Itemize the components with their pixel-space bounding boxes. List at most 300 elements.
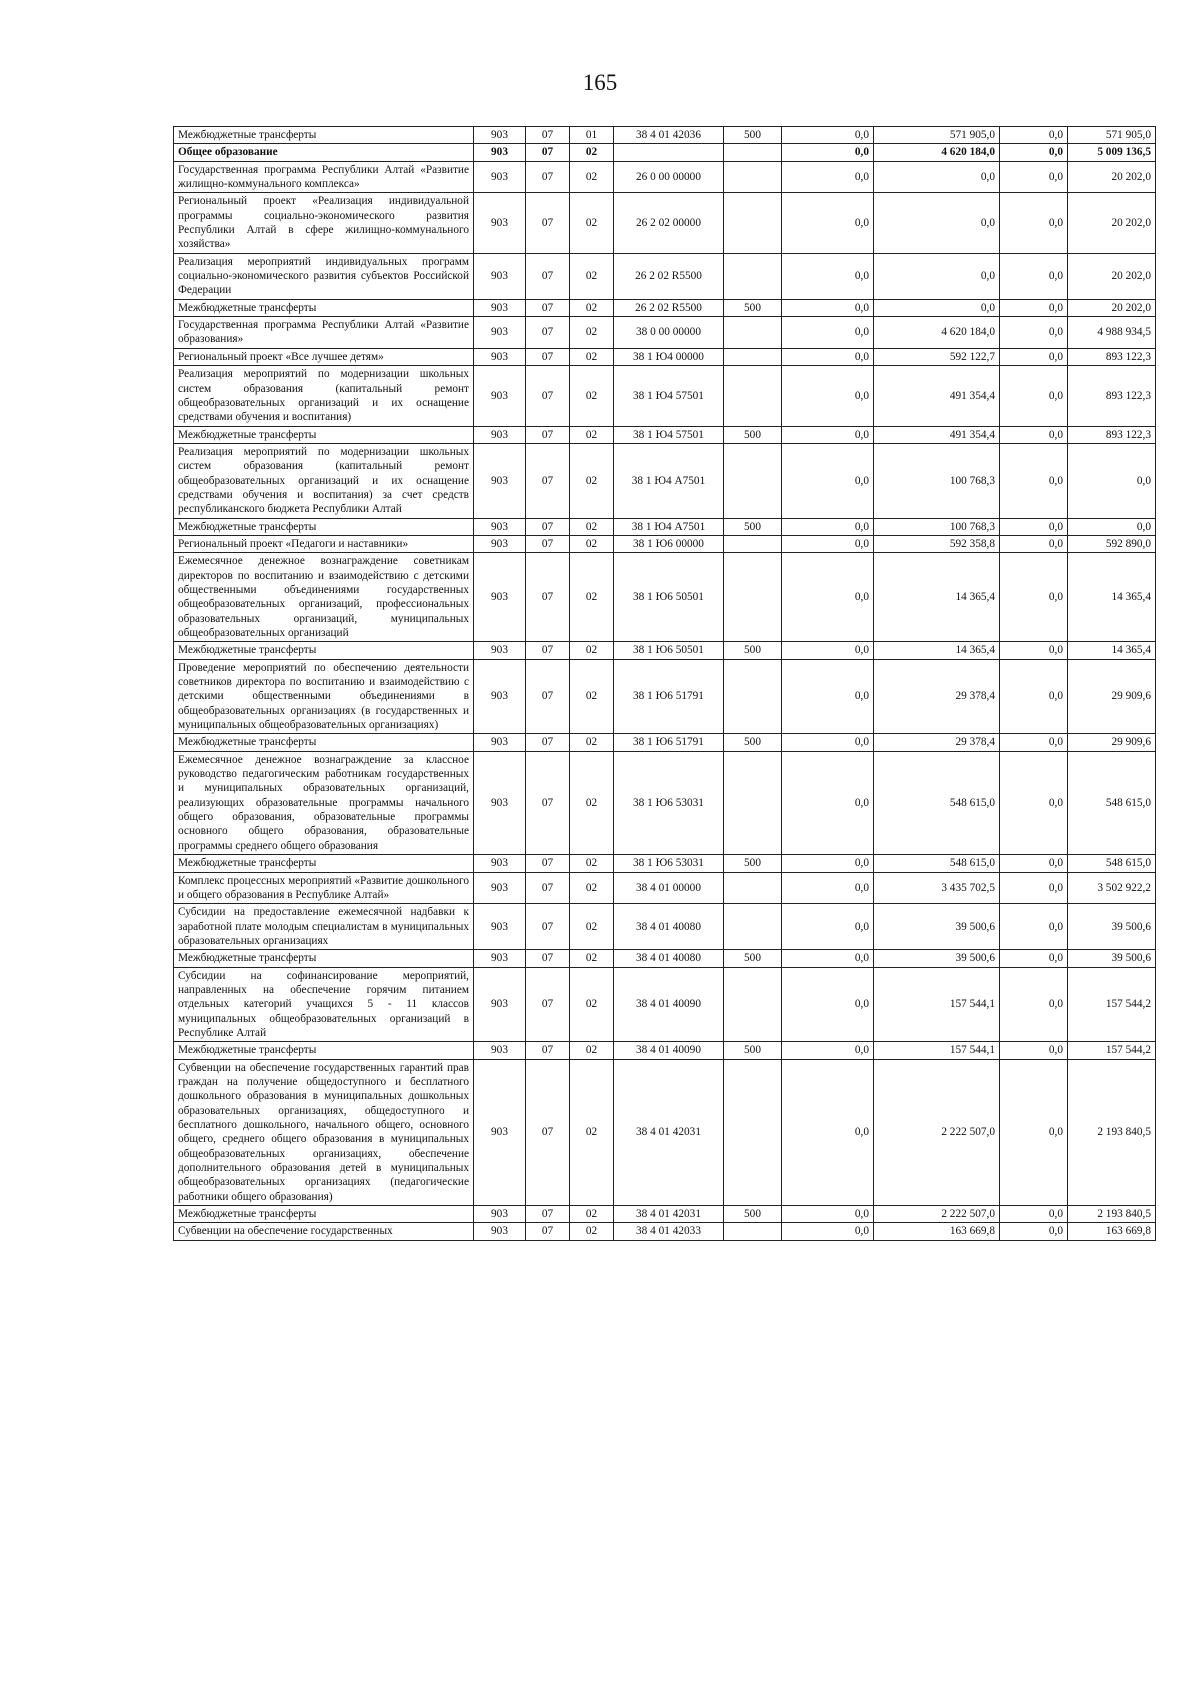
cell-subsection: 02 (570, 1206, 614, 1223)
table-row (174, 127, 1156, 144)
cell-section: 07 (526, 950, 570, 967)
cell-amount-1: 0,0 (782, 253, 874, 299)
table-row (174, 253, 1156, 299)
cell-amount-4: 0,0 (1068, 443, 1156, 518)
cell-expense-type (724, 872, 782, 904)
table-row (174, 950, 1156, 967)
cell-amount-2: 0,0 (874, 193, 1000, 253)
cell-amount-4: 548 615,0 (1068, 855, 1156, 872)
cell-name: Межбюджетные трансферты (174, 734, 474, 751)
cell-amount-3: 0,0 (1000, 366, 1068, 426)
cell-amount-4: 893 122,3 (1068, 366, 1156, 426)
cell-name: Региональный проект «Педагоги и наставники» (174, 535, 474, 552)
cell-section: 07 (526, 1206, 570, 1223)
cell-expense-type (724, 553, 782, 642)
cell-ministry: 903 (474, 253, 526, 299)
cell-expense-type (724, 904, 782, 950)
cell-amount-4: 163 669,8 (1068, 1223, 1156, 1240)
cell-amount-2: 592 358,8 (874, 535, 1000, 552)
cell-amount-1: 0,0 (782, 193, 874, 253)
cell-amount-3: 0,0 (1000, 299, 1068, 316)
cell-target-article: 38 4 01 42036 (614, 127, 724, 144)
cell-section: 07 (526, 144, 570, 161)
cell-subsection: 02 (570, 299, 614, 316)
cell-ministry: 903 (474, 1206, 526, 1223)
cell-target-article: 38 4 01 00000 (614, 872, 724, 904)
cell-expense-type (724, 253, 782, 299)
cell-subsection: 02 (570, 144, 614, 161)
cell-name: Межбюджетные трансферты (174, 950, 474, 967)
cell-amount-3: 0,0 (1000, 161, 1068, 193)
cell-subsection: 02 (570, 553, 614, 642)
cell-amount-3: 0,0 (1000, 1042, 1068, 1059)
cell-ministry: 903 (474, 366, 526, 426)
table-row (174, 535, 1156, 552)
cell-target-article: 38 1 Ю6 00000 (614, 535, 724, 552)
cell-target-article: 38 0 00 00000 (614, 317, 724, 349)
cell-amount-1: 0,0 (782, 553, 874, 642)
cell-target-article: 26 2 02 R5500 (614, 253, 724, 299)
cell-amount-2: 14 365,4 (874, 553, 1000, 642)
cell-amount-1: 0,0 (782, 366, 874, 426)
cell-target-article: 38 4 01 40090 (614, 967, 724, 1042)
cell-amount-1: 0,0 (782, 443, 874, 518)
cell-amount-3: 0,0 (1000, 1059, 1068, 1205)
cell-ministry: 903 (474, 950, 526, 967)
cell-target-article: 38 4 01 40090 (614, 1042, 724, 1059)
table-row (174, 659, 1156, 734)
table-row (174, 872, 1156, 904)
table-row (174, 855, 1156, 872)
cell-expense-type (724, 161, 782, 193)
cell-amount-2: 592 122,7 (874, 348, 1000, 365)
cell-amount-1: 0,0 (782, 872, 874, 904)
cell-amount-4: 893 122,3 (1068, 348, 1156, 365)
cell-target-article: 38 1 Ю4 А7501 (614, 443, 724, 518)
cell-name: Региональный проект «Реализация индивидуальной программы социально-экономического развития Республики Алтай в сфере жилищно-коммунального хозяйства» (174, 193, 474, 253)
cell-amount-4: 571 905,0 (1068, 127, 1156, 144)
cell-name: Межбюджетные трансферты (174, 299, 474, 316)
cell-amount-3: 0,0 (1000, 642, 1068, 659)
cell-subsection: 02 (570, 659, 614, 734)
cell-ministry: 903 (474, 734, 526, 751)
cell-amount-1: 0,0 (782, 317, 874, 349)
cell-amount-1: 0,0 (782, 642, 874, 659)
cell-target-article: 38 1 Ю4 57501 (614, 366, 724, 426)
cell-ministry: 903 (474, 144, 526, 161)
cell-subsection: 02 (570, 426, 614, 443)
cell-name: Субвенции на обеспечение государственных гарантий прав граждан на получение общедоступного и бесплатного дошкольного образования в муниципальных дошкольных образовательных организациях, общедоступного и бесплатного дошкольного, начального общего, основного общего, среднего общего образования в муниципальных общеобразовательных организациях, обеспечение дополнительного образования детей в муниципальных общеобразовательных организациях (педагогические работники общего образования) (174, 1059, 474, 1205)
cell-amount-3: 0,0 (1000, 193, 1068, 253)
cell-amount-3: 0,0 (1000, 127, 1068, 144)
cell-amount-2: 3 435 702,5 (874, 872, 1000, 904)
cell-amount-4: 20 202,0 (1068, 299, 1156, 316)
cell-ministry: 903 (474, 348, 526, 365)
cell-amount-1: 0,0 (782, 967, 874, 1042)
cell-amount-4: 14 365,4 (1068, 642, 1156, 659)
cell-amount-2: 29 378,4 (874, 734, 1000, 751)
cell-expense-type (724, 1059, 782, 1205)
cell-subsection: 02 (570, 855, 614, 872)
cell-section: 07 (526, 904, 570, 950)
cell-target-article: 38 1 Ю6 51791 (614, 734, 724, 751)
cell-subsection: 01 (570, 127, 614, 144)
cell-expense-type (724, 317, 782, 349)
cell-name: Государственная программа Республики Алтай «Развитие образования» (174, 317, 474, 349)
cell-amount-2: 571 905,0 (874, 127, 1000, 144)
cell-amount-3: 0,0 (1000, 535, 1068, 552)
cell-expense-type: 500 (724, 299, 782, 316)
cell-subsection: 02 (570, 193, 614, 253)
cell-name: Комплекс процессных мероприятий «Развитие дошкольного и общего образования в Республике Алтай» (174, 872, 474, 904)
table-row (174, 193, 1156, 253)
cell-subsection: 02 (570, 950, 614, 967)
cell-ministry: 903 (474, 426, 526, 443)
cell-amount-3: 0,0 (1000, 518, 1068, 535)
cell-amount-2: 2 222 507,0 (874, 1059, 1000, 1205)
table-row (174, 553, 1156, 642)
cell-amount-4: 2 193 840,5 (1068, 1059, 1156, 1205)
cell-amount-4: 0,0 (1068, 518, 1156, 535)
cell-target-article: 26 2 02 R5500 (614, 299, 724, 316)
cell-section: 07 (526, 751, 570, 854)
cell-section: 07 (526, 299, 570, 316)
page-number: 165 (582, 70, 618, 95)
cell-expense-type: 500 (724, 855, 782, 872)
cell-ministry: 903 (474, 659, 526, 734)
table-row (174, 317, 1156, 349)
cell-expense-type (724, 751, 782, 854)
cell-section: 07 (526, 161, 570, 193)
cell-section: 07 (526, 535, 570, 552)
cell-subsection: 02 (570, 253, 614, 299)
cell-name: Субвенции на обеспечение государственных (174, 1223, 474, 1240)
cell-amount-3: 0,0 (1000, 1223, 1068, 1240)
cell-target-article: 26 2 02 00000 (614, 193, 724, 253)
cell-amount-1: 0,0 (782, 904, 874, 950)
cell-section: 07 (526, 366, 570, 426)
table-row (174, 1223, 1156, 1240)
cell-amount-1: 0,0 (782, 299, 874, 316)
table-row (174, 1042, 1156, 1059)
cell-amount-3: 0,0 (1000, 967, 1068, 1042)
cell-amount-3: 0,0 (1000, 872, 1068, 904)
cell-name: Ежемесячное денежное вознаграждение советникам директоров по воспитанию и взаимодействию с детскими общественными объединениями государственных общеобразовательных организаций, профессиональных образовательных организаций, муниципальных общеобразовательных организаций (174, 553, 474, 642)
cell-amount-1: 0,0 (782, 426, 874, 443)
budget-table (173, 126, 1156, 1241)
cell-amount-1: 0,0 (782, 348, 874, 365)
cell-section: 07 (526, 426, 570, 443)
cell-ministry: 903 (474, 317, 526, 349)
cell-subsection: 02 (570, 872, 614, 904)
table-row (174, 642, 1156, 659)
cell-ministry: 903 (474, 967, 526, 1042)
cell-section: 07 (526, 659, 570, 734)
table-row (174, 161, 1156, 193)
cell-subsection: 02 (570, 642, 614, 659)
table-row (174, 518, 1156, 535)
cell-amount-1: 0,0 (782, 535, 874, 552)
cell-ministry: 903 (474, 193, 526, 253)
cell-ministry: 903 (474, 535, 526, 552)
cell-amount-3: 0,0 (1000, 1206, 1068, 1223)
cell-amount-2: 4 620 184,0 (874, 317, 1000, 349)
cell-amount-3: 0,0 (1000, 144, 1068, 161)
cell-ministry: 903 (474, 518, 526, 535)
cell-amount-2: 100 768,3 (874, 518, 1000, 535)
cell-amount-4: 157 544,2 (1068, 1042, 1156, 1059)
cell-amount-3: 0,0 (1000, 317, 1068, 349)
cell-name: Межбюджетные трансферты (174, 426, 474, 443)
cell-subsection: 02 (570, 904, 614, 950)
cell-name: Реализация мероприятий индивидуальных программ социально-экономического развития субъектов Российской Федерации (174, 253, 474, 299)
cell-amount-1: 0,0 (782, 144, 874, 161)
cell-expense-type (724, 193, 782, 253)
cell-section: 07 (526, 967, 570, 1042)
table-row (174, 734, 1156, 751)
cell-subsection: 02 (570, 751, 614, 854)
cell-expense-type (724, 348, 782, 365)
cell-section: 07 (526, 317, 570, 349)
cell-amount-3: 0,0 (1000, 734, 1068, 751)
cell-amount-4: 893 122,3 (1068, 426, 1156, 443)
cell-subsection: 02 (570, 535, 614, 552)
cell-target-article (614, 144, 724, 161)
cell-amount-2: 2 222 507,0 (874, 1206, 1000, 1223)
cell-expense-type (724, 1223, 782, 1240)
cell-ministry: 903 (474, 161, 526, 193)
cell-subsection: 02 (570, 443, 614, 518)
cell-amount-2: 163 669,8 (874, 1223, 1000, 1240)
cell-amount-2: 548 615,0 (874, 751, 1000, 854)
cell-amount-2: 0,0 (874, 161, 1000, 193)
cell-subsection: 02 (570, 967, 614, 1042)
cell-name: Межбюджетные трансферты (174, 518, 474, 535)
cell-amount-4: 3 502 922,2 (1068, 872, 1156, 904)
cell-section: 07 (526, 734, 570, 751)
cell-amount-2: 100 768,3 (874, 443, 1000, 518)
cell-amount-2: 4 620 184,0 (874, 144, 1000, 161)
cell-name: Субсидии на предоставление ежемесячной надбавки к заработной плате молодым специалистам в муниципальных образовательных организациях (174, 904, 474, 950)
cell-expense-type: 500 (724, 642, 782, 659)
cell-subsection: 02 (570, 317, 614, 349)
cell-section: 07 (526, 855, 570, 872)
cell-amount-4: 20 202,0 (1068, 193, 1156, 253)
cell-name: Проведение мероприятий по обеспечению деятельности советников директора по воспитанию и взаимодействию с детскими общественными объединениями в общеобразовательных организациях (в государственных и муниципальных общеобразовательных организациях) (174, 659, 474, 734)
cell-target-article: 38 1 Ю4 57501 (614, 426, 724, 443)
cell-amount-1: 0,0 (782, 1059, 874, 1205)
cell-target-article: 38 1 Ю6 51791 (614, 659, 724, 734)
cell-target-article: 38 4 01 42031 (614, 1059, 724, 1205)
cell-target-article: 26 0 00 00000 (614, 161, 724, 193)
cell-ministry: 903 (474, 299, 526, 316)
cell-ministry: 903 (474, 1042, 526, 1059)
cell-section: 07 (526, 1042, 570, 1059)
cell-expense-type (724, 659, 782, 734)
cell-target-article: 38 1 Ю6 50501 (614, 642, 724, 659)
cell-subsection: 02 (570, 1042, 614, 1059)
cell-amount-4: 29 909,6 (1068, 659, 1156, 734)
cell-section: 07 (526, 348, 570, 365)
cell-amount-2: 157 544,1 (874, 967, 1000, 1042)
cell-ministry: 903 (474, 642, 526, 659)
cell-expense-type (724, 366, 782, 426)
cell-ministry: 903 (474, 872, 526, 904)
cell-name: Региональный проект «Все лучшее детям» (174, 348, 474, 365)
cell-amount-3: 0,0 (1000, 904, 1068, 950)
cell-amount-3: 0,0 (1000, 426, 1068, 443)
cell-amount-4: 14 365,4 (1068, 553, 1156, 642)
cell-name: Межбюджетные трансферты (174, 855, 474, 872)
cell-section: 07 (526, 642, 570, 659)
cell-section: 07 (526, 127, 570, 144)
cell-name: Общее образование (174, 144, 474, 161)
cell-amount-4: 2 193 840,5 (1068, 1206, 1156, 1223)
cell-subsection: 02 (570, 161, 614, 193)
cell-amount-4: 20 202,0 (1068, 161, 1156, 193)
cell-expense-type: 500 (724, 127, 782, 144)
table-row (174, 751, 1156, 854)
cell-target-article: 38 4 01 40080 (614, 950, 724, 967)
cell-ministry: 903 (474, 751, 526, 854)
cell-ministry: 903 (474, 553, 526, 642)
cell-name: Межбюджетные трансферты (174, 642, 474, 659)
cell-amount-4: 29 909,6 (1068, 734, 1156, 751)
cell-amount-1: 0,0 (782, 659, 874, 734)
table-row (174, 443, 1156, 518)
cell-amount-3: 0,0 (1000, 751, 1068, 854)
cell-amount-3: 0,0 (1000, 950, 1068, 967)
cell-name: Субсидии на софинансирование мероприятий, направленных на обеспечение горячим питанием отдельных категорий учащихся 5 - 11 классов муниципальных общеобразовательных организаций в Республике Алтай (174, 967, 474, 1042)
cell-subsection: 02 (570, 518, 614, 535)
cell-target-article: 38 4 01 42033 (614, 1223, 724, 1240)
cell-ministry: 903 (474, 443, 526, 518)
cell-section: 07 (526, 553, 570, 642)
cell-amount-4: 548 615,0 (1068, 751, 1156, 854)
table-row (174, 348, 1156, 365)
cell-amount-1: 0,0 (782, 855, 874, 872)
cell-amount-1: 0,0 (782, 1206, 874, 1223)
cell-ministry: 903 (474, 904, 526, 950)
cell-amount-2: 0,0 (874, 299, 1000, 316)
cell-name: Межбюджетные трансферты (174, 127, 474, 144)
cell-subsection: 02 (570, 1059, 614, 1205)
cell-amount-1: 0,0 (782, 127, 874, 144)
cell-amount-4: 157 544,2 (1068, 967, 1156, 1042)
cell-name: Государственная программа Республики Алтай «Развитие жилищно-коммунального комплекса» (174, 161, 474, 193)
cell-amount-1: 0,0 (782, 1223, 874, 1240)
cell-amount-4: 20 202,0 (1068, 253, 1156, 299)
cell-amount-3: 0,0 (1000, 443, 1068, 518)
cell-amount-1: 0,0 (782, 161, 874, 193)
cell-section: 07 (526, 443, 570, 518)
table-row (174, 904, 1156, 950)
cell-section: 07 (526, 518, 570, 535)
cell-amount-4: 4 988 934,5 (1068, 317, 1156, 349)
table-row (174, 967, 1156, 1042)
cell-target-article: 38 4 01 42031 (614, 1206, 724, 1223)
cell-amount-3: 0,0 (1000, 659, 1068, 734)
table-row (174, 144, 1156, 161)
cell-amount-1: 0,0 (782, 950, 874, 967)
table-row (174, 1059, 1156, 1205)
cell-ministry: 903 (474, 127, 526, 144)
table-row (174, 1206, 1156, 1223)
table-row (174, 299, 1156, 316)
cell-name: Реализация мероприятий по модернизации школьных систем образования (капитальный ремонт общеобразовательных организаций и их оснащение средствами обучения и воспитания) за счет средств республиканского бюджета Республики Алтай (174, 443, 474, 518)
cell-name: Межбюджетные трансферты (174, 1042, 474, 1059)
cell-subsection: 02 (570, 734, 614, 751)
cell-amount-2: 491 354,4 (874, 366, 1000, 426)
cell-amount-2: 548 615,0 (874, 855, 1000, 872)
cell-expense-type (724, 535, 782, 552)
table-body (174, 127, 1156, 1241)
cell-subsection: 02 (570, 1223, 614, 1240)
cell-target-article: 38 1 Ю6 50501 (614, 553, 724, 642)
cell-expense-type (724, 967, 782, 1042)
cell-ministry: 903 (474, 855, 526, 872)
cell-amount-4: 592 890,0 (1068, 535, 1156, 552)
cell-expense-type: 500 (724, 518, 782, 535)
cell-amount-1: 0,0 (782, 734, 874, 751)
cell-ministry: 903 (474, 1059, 526, 1205)
cell-ministry: 903 (474, 1223, 526, 1240)
cell-section: 07 (526, 193, 570, 253)
cell-expense-type: 500 (724, 950, 782, 967)
table-row (174, 366, 1156, 426)
cell-amount-2: 39 500,6 (874, 904, 1000, 950)
cell-expense-type (724, 443, 782, 518)
cell-amount-1: 0,0 (782, 518, 874, 535)
cell-subsection: 02 (570, 366, 614, 426)
cell-expense-type: 500 (724, 734, 782, 751)
cell-amount-2: 157 544,1 (874, 1042, 1000, 1059)
cell-amount-1: 0,0 (782, 751, 874, 854)
cell-subsection: 02 (570, 348, 614, 365)
cell-amount-3: 0,0 (1000, 553, 1068, 642)
cell-name: Реализация мероприятий по модернизации школьных систем образования (капитальный ремонт общеобразовательных организаций и их оснащение средствами обучения и воспитания) (174, 366, 474, 426)
cell-target-article: 38 1 Ю6 53031 (614, 751, 724, 854)
cell-amount-1: 0,0 (782, 1042, 874, 1059)
table-row (174, 426, 1156, 443)
cell-section: 07 (526, 253, 570, 299)
cell-section: 07 (526, 1059, 570, 1205)
cell-amount-4: 39 500,6 (1068, 950, 1156, 967)
cell-target-article: 38 1 Ю4 А7501 (614, 518, 724, 535)
cell-amount-2: 491 354,4 (874, 426, 1000, 443)
cell-target-article: 38 1 Ю6 53031 (614, 855, 724, 872)
cell-amount-2: 0,0 (874, 253, 1000, 299)
cell-amount-3: 0,0 (1000, 253, 1068, 299)
cell-amount-3: 0,0 (1000, 348, 1068, 365)
cell-expense-type (724, 144, 782, 161)
cell-amount-2: 14 365,4 (874, 642, 1000, 659)
cell-target-article: 38 4 01 40080 (614, 904, 724, 950)
cell-section: 07 (526, 1223, 570, 1240)
cell-amount-3: 0,0 (1000, 855, 1068, 872)
cell-name: Ежемесячное денежное вознаграждение за классное руководство педагогическим работникам государственных и муниципальных образовательных организаций, реализующих образовательные программы начального общего образования, образовательные программы основного общего образования, образовательные программы среднего общего образования (174, 751, 474, 854)
cell-expense-type: 500 (724, 426, 782, 443)
cell-section: 07 (526, 872, 570, 904)
cell-amount-2: 39 500,6 (874, 950, 1000, 967)
cell-amount-4: 39 500,6 (1068, 904, 1156, 950)
cell-expense-type: 500 (724, 1206, 782, 1223)
cell-name: Межбюджетные трансферты (174, 1206, 474, 1223)
cell-expense-type: 500 (724, 1042, 782, 1059)
cell-target-article: 38 1 Ю4 00000 (614, 348, 724, 365)
cell-amount-2: 29 378,4 (874, 659, 1000, 734)
cell-amount-4: 5 009 136,5 (1068, 144, 1156, 161)
